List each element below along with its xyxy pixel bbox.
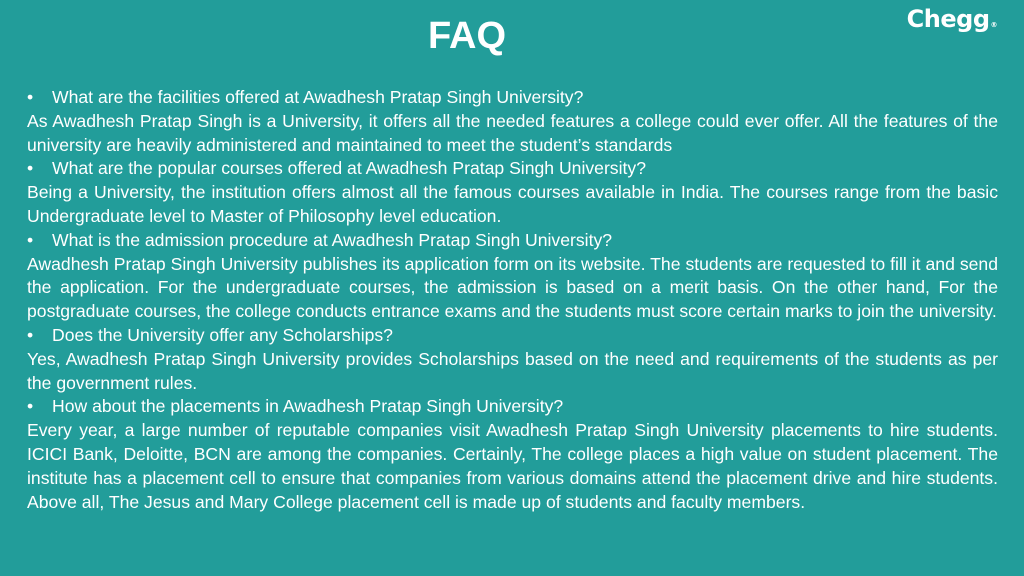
faq-answer: As Awadhesh Pratap Singh is a University, it offers all the needed features a college could ever offer. All the features of the university are heavily administered and maintained to meet the student’s standards (27, 110, 998, 155)
faq-list (27, 86, 998, 514)
faq-item (27, 229, 998, 324)
chegg-logo (907, 2, 997, 36)
faq-question (27, 86, 998, 110)
question-text: What are the popular courses offered at Awadhesh Pratap Singh University? (52, 158, 646, 179)
bullet-icon: • (27, 324, 34, 345)
faq-question (27, 324, 998, 348)
faq-question (27, 229, 998, 253)
faq-item (27, 395, 998, 514)
question-text: What is the admission procedure at Awadhesh Pratap Singh University? (52, 229, 613, 250)
faq-item (27, 86, 998, 157)
question-text: Does the University offer any Scholarships? (52, 324, 393, 345)
faq-question (27, 157, 998, 181)
page-title: FAQ (427, 15, 507, 57)
faq-answer: Every year, a large number of reputable companies visit Awadhesh Pratap Singh University placements to hire students. ICICI Bank, Deloitte, BCN are among the companies. Certainly, The college places a high value on student placement. The institute has a placement cell to ensure that companies from various domains attend the placement drive and hire students. Above all, The Jesus and Mary College placement cell is made up of students and faculty members. (27, 420, 998, 512)
faq-answer: Awadhesh Pratap Singh University publishes its application form on its website. The students are requested to fill it and send the application. For the undergraduate courses, the admission is based on a merit basis. On the other hand, For the postgraduate courses, the college conducts entrance exams and the students must score certain marks to join the university. (27, 253, 998, 322)
faq-item (27, 157, 998, 228)
registered-mark: ® (990, 21, 997, 29)
bullet-icon: • (27, 396, 34, 417)
question-text: How about the placements in Awadhesh Pratap Singh University? (52, 396, 564, 417)
faq-question (27, 395, 998, 419)
bullet-icon: • (27, 229, 34, 250)
faq-answer: Yes, Awadhesh Pratap Singh University provides Scholarships based on the need and requirements of the students as per the government rules. (27, 348, 998, 393)
question-text: What are the facilities offered at Awadhesh Pratap Singh University? (52, 87, 584, 107)
faq-item (27, 324, 998, 395)
faq-answer: Being a University, the institution offers almost all the famous courses available in India. The courses range from the basic Undergraduate level to Master of Philosophy level education. (27, 182, 998, 226)
logo-text: Chegg (906, 5, 990, 33)
bullet-icon: • (27, 158, 34, 179)
bullet-icon: • (27, 87, 34, 107)
